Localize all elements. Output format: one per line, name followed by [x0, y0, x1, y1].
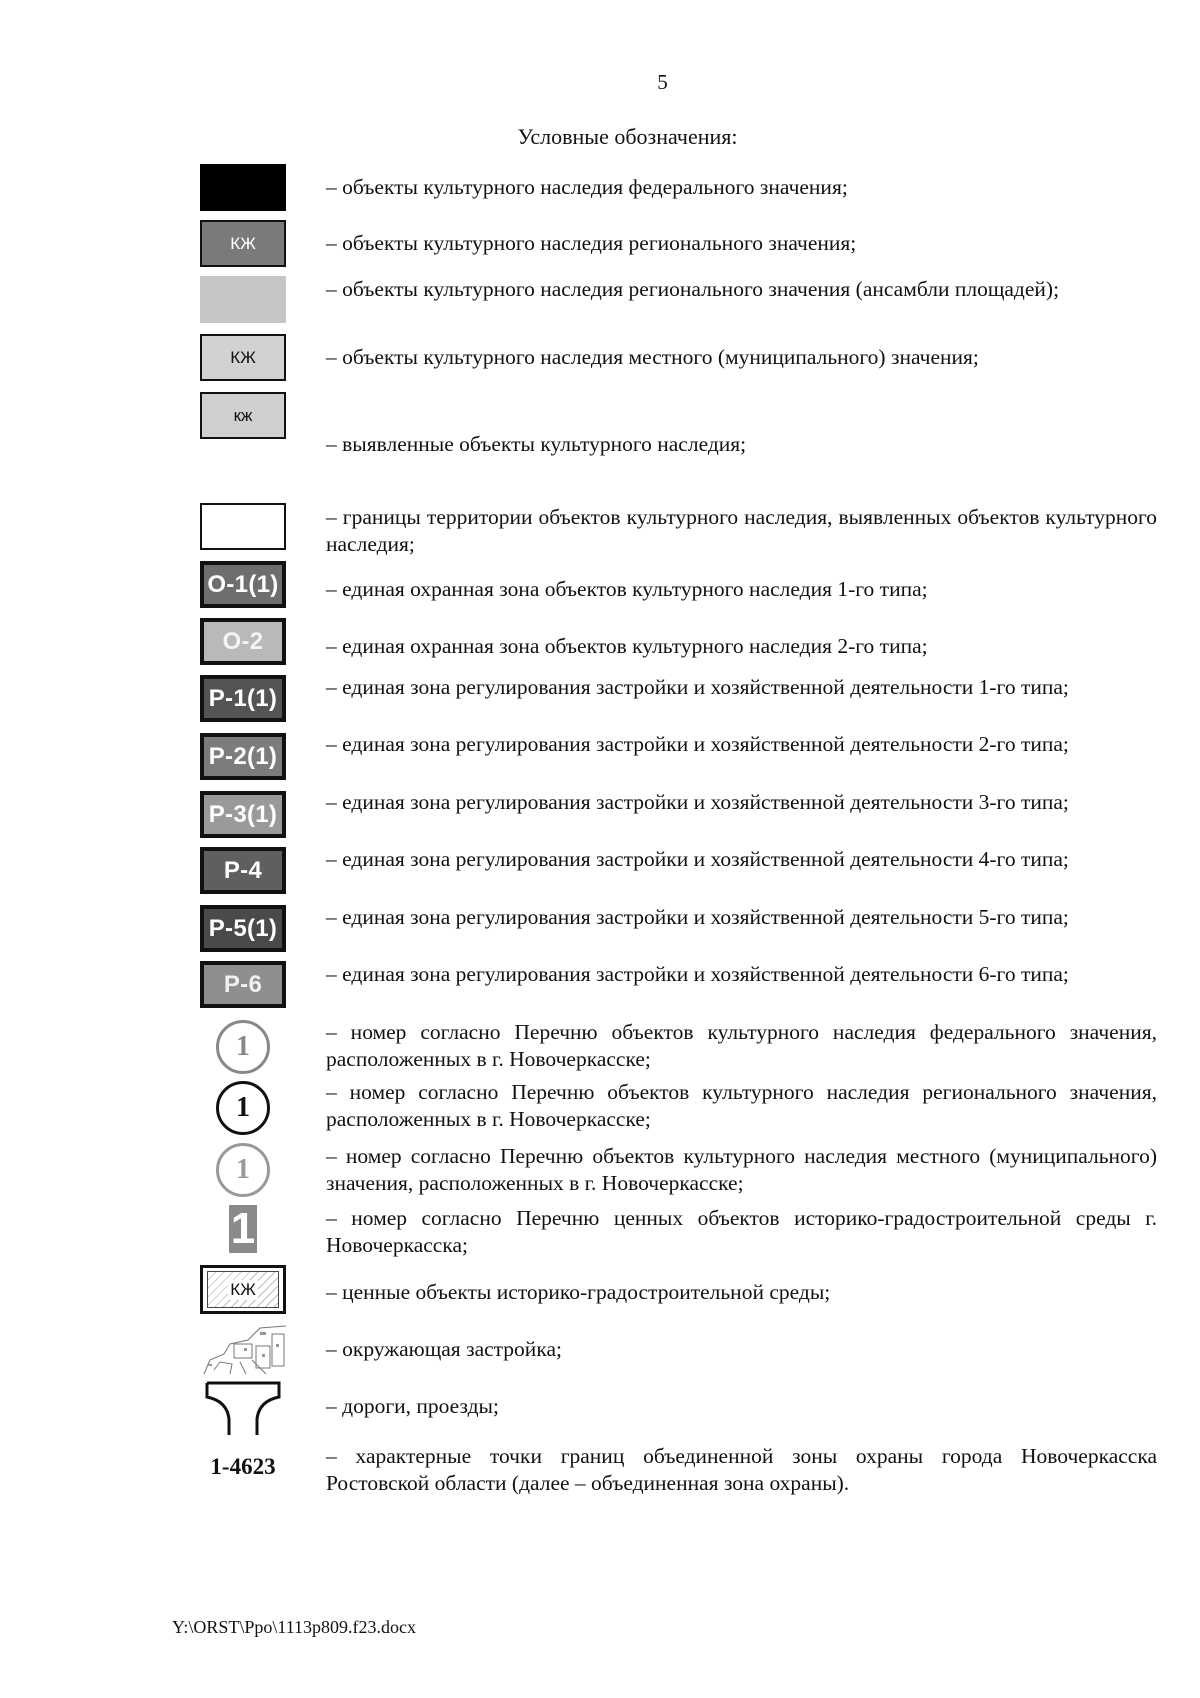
legend-text-o2: – единая охранная зона объектов культурного наследия 2-го типа; — [326, 634, 928, 658]
valuable-object-hatch — [207, 1271, 279, 1308]
zone-o1-symbol — [200, 561, 286, 608]
boundary-point-code: 1-4623 — [210, 1454, 276, 1479]
legend-text-roads: – дороги, проезды; — [326, 1394, 499, 1418]
federal-number-symbol — [200, 1019, 286, 1075]
regional-number-circle — [216, 1081, 270, 1135]
legend-text-valuable-number: – номер согласно Перечню ценных объектов историко-градостроительной среды г. Новочеркасска; — [326, 1206, 1157, 1257]
legend-text-regional-ensemble: – объекты культурного наследия регионального значения (ансамбли площадей); — [326, 277, 1060, 301]
zone-o1-label: О-1(1) — [207, 570, 279, 598]
zone-r4-symbol — [200, 847, 286, 894]
valuable-object-symbol — [200, 1265, 286, 1314]
surrounding-buildings-symbol — [200, 1322, 286, 1378]
zone-r4-label: Р-4 — [223, 856, 263, 884]
regional-heritage-symbol-label: КЖ — [230, 233, 256, 253]
legend-text-o1: – единая охранная зона объектов культурного наследия 1-го типа; — [326, 577, 928, 601]
local-number-symbol — [200, 1142, 286, 1198]
valuable-number-symbol — [200, 1202, 286, 1256]
legend-text-federal: – объекты культурного наследия федерального значения; — [326, 175, 848, 199]
regional-heritage-symbol — [200, 220, 286, 267]
zone-r3-symbol — [200, 791, 286, 838]
legend-text-federal-number: – номер согласно Перечню объектов культурного наследия федерального значения, расположенных в г. Новочеркасске; — [326, 1020, 1157, 1071]
legend-text-surrounding: – окружающая застройка; — [326, 1337, 562, 1361]
federal-heritage-symbol — [200, 164, 286, 211]
legend-text-r6: – единая зона регулирования застройки и хозяйственной деятельности 6-го типа; — [326, 962, 1069, 986]
roads-symbol — [200, 1378, 286, 1438]
local-heritage-symbol — [200, 334, 286, 381]
document-file-path: Y:\ORST\Ppo\1113p809.f23.docx — [172, 1617, 417, 1637]
valuable-object-label: КЖ — [230, 1279, 256, 1299]
regional-ensemble-symbol — [200, 276, 286, 323]
legend-text-r2: – единая зона регулирования застройки и хозяйственной деятельности 2-го типа; — [326, 732, 1069, 756]
legend-text-boundary-points: – характерные точки границ объединенной зоны охраны города Новочеркасска Ростовской области (далее – объединенная зона охраны). — [326, 1444, 1157, 1495]
zone-r2-symbol — [200, 733, 286, 780]
legend-text-r5: – единая зона регулирования застройки и хозяйственной деятельности 5-го типа; — [326, 905, 1069, 929]
valuable-number-box — [229, 1205, 257, 1253]
territory-boundary-symbol — [200, 503, 286, 550]
local-number-label: 1 — [236, 1154, 250, 1185]
legend-title: Условные обозначения: — [517, 124, 738, 149]
legend-text-r4: – единая зона регулирования застройки и хозяйственной деятельности 4-го типа; — [326, 847, 1069, 871]
legend-text-identified: – выявленные объекты культурного наследия; — [326, 432, 747, 456]
legend-text-local-number: – номер согласно Перечню объектов культурного наследия местного (муниципального) значения, расположенных в г. Новочеркасске; — [326, 1144, 1157, 1195]
identified-heritage-symbol-label: кж — [233, 405, 253, 425]
zone-r1-symbol — [200, 675, 286, 722]
federal-number-circle — [216, 1020, 270, 1074]
local-heritage-symbol-label: КЖ — [230, 347, 256, 367]
legend-text-regional: – объекты культурного наследия регионального значения; — [326, 231, 857, 255]
zone-r2-label: Р-2(1) — [208, 742, 278, 770]
legend-text-r3: – единая зона регулирования застройки и хозяйственной деятельности 3-го типа; — [326, 790, 1069, 814]
legend-text-r1: – единая зона регулирования застройки и хозяйственной деятельности 1-го типа; — [326, 675, 1069, 699]
zone-r6-symbol — [200, 961, 286, 1008]
road-junction-icon — [203, 1379, 283, 1437]
zone-o2-label: О-2 — [222, 627, 264, 655]
zone-r1-label: Р-1(1) — [208, 684, 278, 712]
building-map-fragment-icon — [200, 1324, 286, 1376]
regional-number-symbol — [200, 1080, 286, 1136]
regional-number-label: 1 — [236, 1092, 250, 1123]
legend-text-valuable-object: – ценные объекты историко-градостроительной среды; — [326, 1280, 831, 1304]
legend-text-local: – объекты культурного наследия местного (муниципального) значения; — [326, 345, 979, 369]
zone-r3-label: Р-3(1) — [208, 800, 278, 828]
boundary-point-symbol — [200, 1447, 286, 1487]
legend-text-regional-number: – номер согласно Перечню объектов культурного наследия регионального значения, расположенных в г. Новочеркасске; — [326, 1080, 1157, 1131]
zone-r5-symbol — [200, 905, 286, 952]
zone-r6-label: Р-6 — [223, 970, 263, 998]
page-number: 5 — [657, 70, 668, 94]
identified-heritage-symbol — [200, 392, 286, 439]
zone-o2-symbol — [200, 618, 286, 665]
legend-text-boundary: – границы территории объектов культурного наследия, выявленных объектов культурного наследия; — [326, 505, 1157, 556]
valuable-number-label: 1 — [230, 1204, 256, 1253]
federal-number-label: 1 — [236, 1031, 250, 1062]
local-number-circle — [216, 1143, 270, 1197]
zone-r5-label: Р-5(1) — [208, 914, 278, 942]
